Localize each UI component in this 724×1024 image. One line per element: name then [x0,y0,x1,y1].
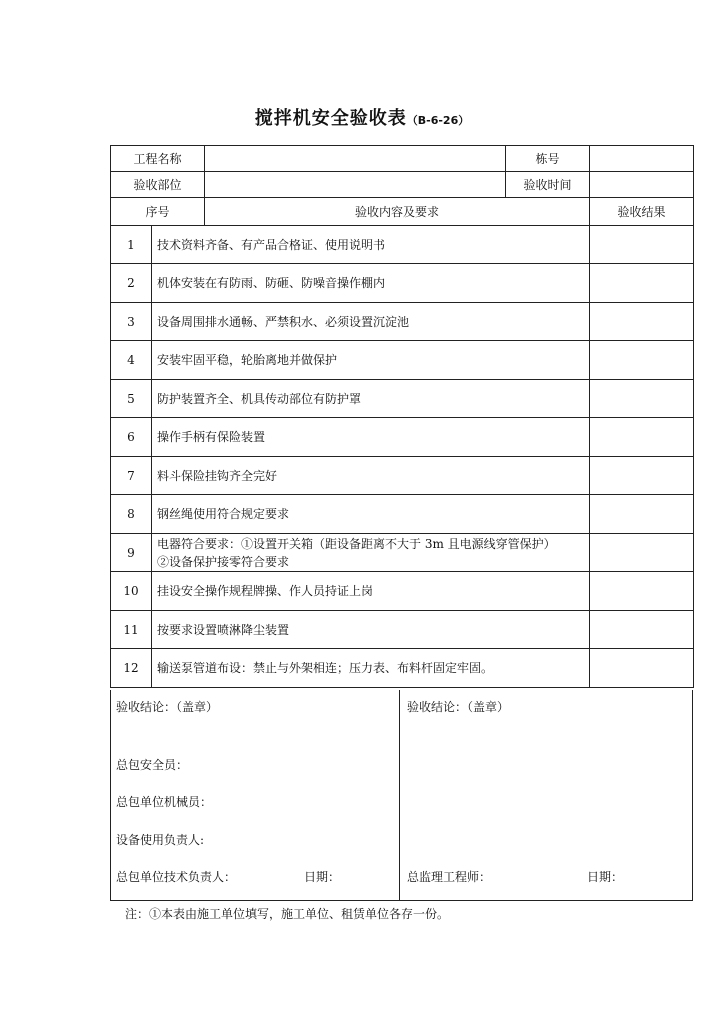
title-main: 搅拌机安全验收表 [254,108,407,129]
item-result-field[interactable] [590,418,694,457]
table-row [111,380,694,418]
chief-supervisor-label: 总监理工程师： [407,870,492,884]
item-result-field[interactable] [590,534,694,572]
item-text: 操作手柄有保险装置 [152,418,590,457]
column-header-row [111,198,694,226]
table-row [111,303,694,341]
col-content-header: 验收内容及要求 [205,198,590,226]
item-text: 技术资料齐备、有产品合格证、使用说明书 [152,226,590,264]
item-text: 挂设安全操作规程牌操、作人员持证上岗 [152,572,590,611]
item-result-field[interactable] [590,495,694,534]
table-row [111,264,694,303]
item-text: 输送泵管道布设：禁止与外架相连；压力表、布料杆固定牢固。 [152,649,590,688]
item-text: 设备周围排水通畅、严禁积水、必须设置沉淀池 [152,303,590,341]
signoff-section [110,690,693,901]
acceptance-part-row [111,172,694,198]
item-no: 8 [111,495,152,534]
right-conclusion-label: 验收结论：（盖章） [407,700,510,714]
form-code: （B-6-26） [406,114,470,127]
item-result-field[interactable] [590,611,694,649]
left-conclusion-label: 验收结论：（盖章） [116,700,219,714]
item-result-field[interactable] [590,341,694,380]
item-no: 7 [111,457,152,495]
item-result-field[interactable] [590,649,694,688]
footnote: 注：①本表由施工单位填写，施工单位、租赁单位各存一份。 [125,907,450,921]
acceptance-time-label: 验收时间 [506,172,590,198]
item-no: 9 [111,534,152,572]
table-row [111,534,694,572]
item-no: 1 [111,226,152,264]
table-row [111,457,694,495]
item-no: 4 [111,341,152,380]
page-title [0,104,724,130]
building-no-field[interactable] [590,146,694,172]
item-text: 钢丝绳使用符合规定要求 [152,495,590,534]
tech-lead-label: 总包单位技术负责人： [116,870,237,884]
item-text: 安装牢固平稳，轮胎离地并做保护 [152,341,590,380]
building-no-label: 栋号 [506,146,590,172]
acceptance-part-label: 验收部位 [111,172,205,198]
table-row [111,611,694,649]
item-no: 6 [111,418,152,457]
item-no: 3 [111,303,152,341]
project-name-field[interactable] [205,146,506,172]
item-result-field[interactable] [590,380,694,418]
table-row [111,495,694,534]
table-row [111,341,694,380]
project-name-row [111,146,694,172]
item-text: 按要求设置喷淋降尘装置 [152,611,590,649]
acceptance-table [110,145,694,688]
safety-officer-label: 总包安全员： [116,758,189,772]
item-no: 12 [111,649,152,688]
item-no: 2 [111,264,152,303]
item-text: 防护装置齐全、机具传动部位有防护罩 [152,380,590,418]
item-result-field[interactable] [590,264,694,303]
signoff-divider [399,690,400,900]
item-no: 10 [111,572,152,611]
item-text: 机体安装在有防雨、防砸、防噪音操作棚内 [152,264,590,303]
right-date-label: 日期： [587,870,624,884]
acceptance-time-field[interactable] [590,172,694,198]
equipment-user-label: 设备使用负责人: [116,833,205,847]
item-result-field[interactable] [590,303,694,341]
col-result-header: 验收结果 [590,198,694,226]
item-result-field[interactable] [590,226,694,264]
table-row [111,418,694,457]
table-row [111,649,694,688]
item-text: 料斗保险挂钩齐全完好 [152,457,590,495]
mechanic-label: 总包单位机械员： [116,795,213,809]
item-text-line2: ②设备保护接零符合要求 [157,554,290,569]
table-row [111,226,694,264]
acceptance-part-field[interactable] [205,172,506,198]
item-result-field[interactable] [590,457,694,495]
project-name-label: 工程名称 [111,146,205,172]
item-result-field[interactable] [590,572,694,611]
col-seq-header: 序号 [111,198,205,226]
item-no: 5 [111,380,152,418]
item-text-line1: 电器符合要求：①设置开关箱（距设备距离不大于 3m 且电源线穿管保护） [157,536,556,551]
table-row [111,572,694,611]
item-text [152,534,590,572]
left-date-label: 日期： [304,870,341,884]
item-no: 11 [111,611,152,649]
